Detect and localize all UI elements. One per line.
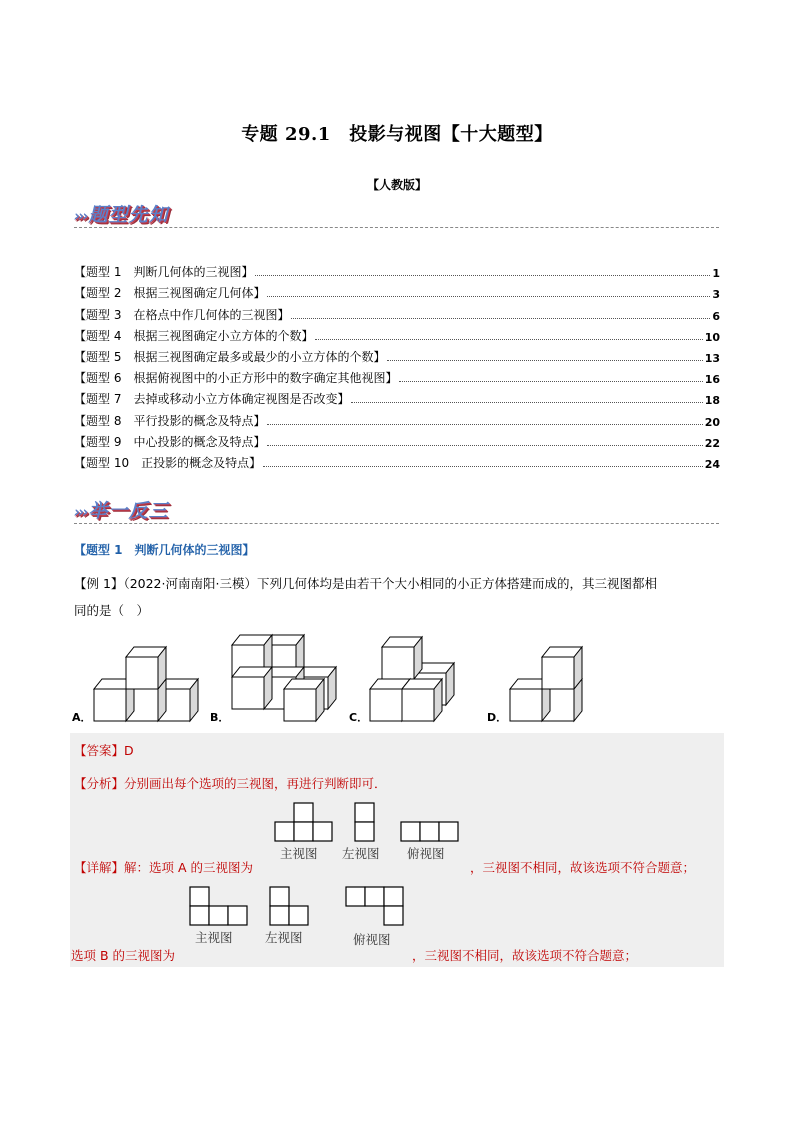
option-a-front-view xyxy=(275,803,332,841)
analysis-text: 分别画出每个选项的三视图，再进行判断即可． xyxy=(124,776,387,791)
top-view-label: 俯视图 xyxy=(407,846,445,861)
toc-item[interactable] xyxy=(74,407,720,428)
option-a-label[interactable]: A． xyxy=(72,711,92,724)
analysis-tag: 【分析】 xyxy=(74,776,125,791)
answer-line xyxy=(74,741,134,759)
detail-line-a xyxy=(74,858,253,876)
toc-item-page: 10 xyxy=(704,330,720,344)
option-b-left-view xyxy=(270,887,308,925)
leader-dots xyxy=(255,275,710,276)
toc-item-label: 【题型 1 判断几何体的三视图】 xyxy=(74,265,254,280)
banner-types-first-text: 题型先知 xyxy=(88,204,169,226)
toc-item-label: 【题型 10 正投影的概念及特点】 xyxy=(74,455,262,470)
toc-item[interactable] xyxy=(74,344,720,365)
option-c-figure xyxy=(370,637,454,721)
section-heading: 【题型 1 判断几何体的三视图】 xyxy=(74,543,255,557)
toc-item-label: 【题型 5 根据三视图确定最多或最少的小立方体的个数】 xyxy=(74,349,386,364)
divider xyxy=(74,523,719,524)
top-view-label: 俯视图 xyxy=(353,932,391,947)
front-view-label: 主视图 xyxy=(195,930,233,945)
detail-text-b-end: ，三视图不相同，故该选项不符合题意； xyxy=(412,948,638,963)
analysis-line xyxy=(74,774,387,792)
toc-item-page: 13 xyxy=(704,351,720,365)
detail-text-b: 选项 B 的三视图为 xyxy=(71,948,176,963)
toc-item-page: 6 xyxy=(712,309,720,323)
chevrons-icon: ››› xyxy=(74,207,87,225)
example-prefix: 【例 1】 xyxy=(74,576,124,591)
option-figures xyxy=(70,628,730,728)
leader-dots xyxy=(267,445,702,446)
answer-value: D xyxy=(124,743,134,758)
option-b-front-view xyxy=(190,887,247,925)
example-question xyxy=(74,570,724,624)
example-source: （2022·河南南阳·三模） xyxy=(123,576,257,591)
banner-examples xyxy=(74,496,169,523)
option-b-figure xyxy=(232,635,336,721)
front-view-label: 主视图 xyxy=(280,846,318,861)
toc-item-label: 【题型 6 根据俯视图中的小正方形中的数字确定其他视图】 xyxy=(74,371,398,386)
toc-item-label: 【题型 2 根据三视图确定几何体】 xyxy=(74,286,266,301)
leader-dots xyxy=(263,466,703,467)
example-line2: 同的是（ ） xyxy=(74,603,150,618)
toc-item[interactable] xyxy=(74,280,720,301)
table-of-contents xyxy=(74,259,720,471)
detail-text-a: 解：选项 A 的三视图为 xyxy=(124,860,254,875)
leader-dots xyxy=(399,381,702,382)
toc-item[interactable] xyxy=(74,259,720,280)
detail-tag: 【详解】 xyxy=(74,860,125,875)
toc-item-page: 24 xyxy=(704,457,720,471)
toc-item-label: 【题型 8 平行投影的概念及特点】 xyxy=(74,413,266,428)
page-title: 专题 29.1 投影与视图【十大题型】 xyxy=(241,124,553,145)
edition-label: 【人教版】 xyxy=(366,178,427,192)
leader-dots xyxy=(267,424,702,425)
option-a-figure xyxy=(94,647,198,721)
toc-item-label: 【题型 7 去掉或移动小立方体确定视图是否改变】 xyxy=(74,392,350,407)
toc-item-label: 【题型 3 在格点中作几何体的三视图】 xyxy=(74,307,290,322)
toc-item[interactable] xyxy=(74,323,720,344)
toc-item-label: 【题型 4 根据三视图确定小立方体的个数】 xyxy=(74,328,314,343)
option-a-left-view xyxy=(355,803,374,841)
leader-dots xyxy=(387,360,702,361)
leader-dots xyxy=(315,339,702,340)
toc-item-label: 【题型 9 中心投影的概念及特点】 xyxy=(74,434,266,449)
option-b-three-views xyxy=(185,884,410,949)
banner-examples-text: 举一反三 xyxy=(88,500,169,522)
leader-dots xyxy=(351,402,702,403)
toc-item[interactable] xyxy=(74,301,720,322)
toc-item-page: 20 xyxy=(704,415,720,429)
toc-item-page: 16 xyxy=(704,373,720,387)
answer-tag: 【答案】 xyxy=(74,743,125,758)
example-line1: 下列几何体均是由若干个大小相同的小正方体搭建而成的，其三视图都相 xyxy=(256,576,657,591)
chevrons-icon: ››› xyxy=(74,503,87,521)
toc-item-page: 18 xyxy=(704,394,720,408)
toc-item[interactable] xyxy=(74,365,720,386)
banner-types-first xyxy=(74,200,169,227)
option-a-top-view xyxy=(401,822,458,841)
leader-dots xyxy=(267,296,710,297)
toc-item-page: 22 xyxy=(704,436,720,450)
option-a-three-views xyxy=(270,800,465,865)
option-d-label[interactable]: D． xyxy=(487,711,508,724)
option-d-figure xyxy=(510,647,582,721)
option-b-top-view xyxy=(346,887,403,925)
detail-text-a-end: ，三视图不相同，故该选项不符合题意； xyxy=(470,860,696,875)
leader-dots xyxy=(291,318,710,319)
left-view-label: 左视图 xyxy=(342,846,380,861)
divider xyxy=(74,227,719,228)
toc-item[interactable] xyxy=(74,450,720,471)
option-b-label[interactable]: B． xyxy=(210,711,230,724)
toc-item-page: 1 xyxy=(712,267,720,281)
toc-item[interactable] xyxy=(74,429,720,450)
left-view-label: 左视图 xyxy=(265,930,303,945)
toc-item[interactable] xyxy=(74,386,720,407)
option-c-label[interactable]: C． xyxy=(349,711,369,724)
toc-item-page: 3 xyxy=(712,288,720,302)
